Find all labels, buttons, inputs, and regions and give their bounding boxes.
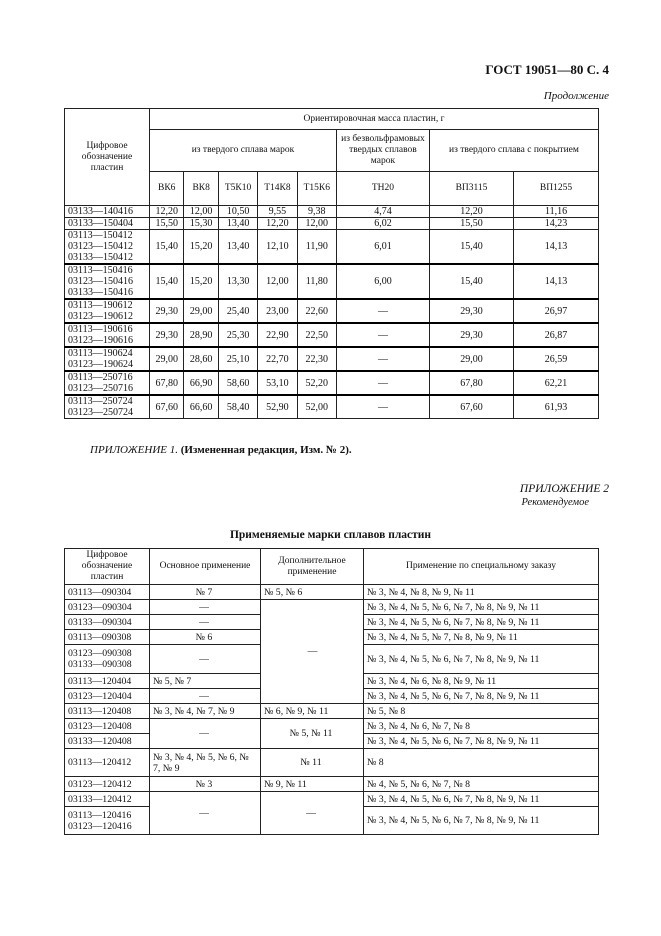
value-cell: 67,60: [150, 395, 184, 419]
code-line: 03133—150416: [68, 287, 133, 298]
code-cell: 03113—090308: [65, 630, 150, 645]
special-cell: № 3, № 4, № 5, № 6, № 7, № 8, № 9, № 11: [364, 689, 599, 704]
value-cell: 22,60: [297, 299, 336, 323]
value-cell: 29,30: [429, 323, 513, 347]
value-cell: 52,20: [297, 371, 336, 395]
value-cell: 29,00: [184, 299, 218, 323]
grade-header: ВП1255: [514, 172, 599, 206]
value-cell: —: [336, 323, 429, 347]
main-cell: —: [150, 645, 261, 674]
table-row: [65, 230, 599, 265]
value-cell: 22,30: [297, 347, 336, 371]
grade-header: ТН20: [336, 172, 429, 206]
value-cell: 53,10: [258, 371, 297, 395]
table-row: [65, 585, 599, 600]
code-line: 03113—150412: [68, 230, 133, 241]
code-cell: 03133—090304: [65, 615, 150, 630]
col-special-header: Применение по специальному заказу: [364, 549, 599, 585]
code-line: 03113—250724: [68, 396, 133, 407]
value-cell: 11,80: [297, 264, 336, 299]
code-cell: [65, 371, 150, 395]
table-row: [65, 792, 599, 807]
special-cell: № 3, № 4, № 5, № 6, № 7, № 8, № 9, № 11: [364, 807, 599, 835]
value-cell: 67,80: [429, 371, 513, 395]
value-cell: 28,60: [184, 347, 218, 371]
code-line: 03113—250716: [68, 372, 133, 383]
value-cell: 12,00: [297, 218, 336, 230]
grade-header: ВК6: [150, 172, 184, 206]
special-cell: № 3, № 4, № 6, № 8, № 9, № 11: [364, 674, 599, 689]
value-cell: 29,30: [429, 299, 513, 323]
value-cell: —: [336, 299, 429, 323]
value-cell: 52,90: [258, 395, 297, 419]
value-cell: 22,90: [258, 323, 297, 347]
appendix2-subtitle: Рекомендуемое: [521, 497, 589, 508]
appendix2-title: ПРИЛОЖЕНИЕ 2: [519, 483, 609, 495]
main-cell: № 3: [150, 777, 261, 792]
table-row: [65, 600, 599, 615]
code-cell: 03113—120408: [65, 704, 150, 719]
extra-cell: —: [261, 600, 364, 704]
value-cell: 11,90: [297, 230, 336, 265]
value-cell: 15,40: [150, 264, 184, 299]
table-row: [65, 347, 599, 371]
coated-header: из твердого сплава с покрытием: [429, 130, 598, 172]
main-cell: —: [150, 689, 261, 704]
code-line: 03123—250724: [68, 407, 133, 418]
value-cell: 29,00: [150, 347, 184, 371]
value-cell: 12,10: [258, 230, 297, 265]
code-line: 03123—250716: [68, 383, 133, 394]
special-cell: № 3, № 4, № 5, № 6, № 7, № 8, № 9, № 11: [364, 645, 599, 674]
value-cell: 52,00: [297, 395, 336, 419]
value-cell: 66,90: [184, 371, 218, 395]
special-cell: № 3, № 4, № 5, № 6, № 7, № 8, № 9, № 11: [364, 600, 599, 615]
value-cell: 15,40: [150, 230, 184, 265]
col-code-header: Цифровое обозначение пластин: [65, 109, 150, 206]
table-row: [65, 749, 599, 777]
value-cell: 13,40: [218, 230, 257, 265]
main-cell: —: [150, 719, 261, 749]
code-cell: 03113—120412: [65, 749, 150, 777]
code-cell: [65, 347, 150, 371]
value-cell: 6,02: [336, 218, 429, 230]
value-cell: 13,40: [218, 218, 257, 230]
extra-cell: № 9, № 11: [261, 777, 364, 792]
value-cell: 14,13: [514, 264, 599, 299]
main-cell: № 6: [150, 630, 261, 645]
appendix1-text: (Измененная редакция, Изм. № 2).: [180, 444, 352, 456]
value-cell: 9,55: [258, 206, 297, 218]
special-cell: № 3, № 4, № 6, № 7, № 8: [364, 719, 599, 734]
alloys-table: [64, 548, 599, 835]
main-cell: № 3, № 4, № 5, № 6, № 7, № 9: [150, 749, 261, 777]
code-cell: [65, 323, 150, 347]
special-cell: № 3, № 4, № 5, № 6, № 7, № 8, № 9, № 11: [364, 734, 599, 749]
code-cell: 03123—120404: [65, 689, 150, 704]
table-row: [65, 299, 599, 323]
value-cell: 11,16: [514, 206, 599, 218]
value-cell: 58,60: [218, 371, 257, 395]
table-row: [65, 323, 599, 347]
tungstenfree-header: из безвольфрамовых твердых сплавов марок: [336, 130, 429, 172]
code-line: 03133—140416: [68, 206, 133, 217]
value-cell: 13,30: [218, 264, 257, 299]
value-cell: —: [336, 347, 429, 371]
special-cell: № 8: [364, 749, 599, 777]
code-cell: 03123—090304: [65, 600, 150, 615]
main-cell: —: [150, 615, 261, 630]
value-cell: 15,20: [184, 230, 218, 265]
mass-group-header: Ориентировочная масса пластин, г: [150, 109, 599, 130]
value-cell: 23,00: [258, 299, 297, 323]
value-cell: 15,40: [429, 264, 513, 299]
code-line: 03133—150404: [68, 218, 133, 229]
code-cell: 03113—120416 03123—120416: [65, 807, 150, 835]
value-cell: 61,93: [514, 395, 599, 419]
special-cell: № 3, № 4, № 5, № 7, № 8, № 9, № 11: [364, 630, 599, 645]
table-row: [65, 777, 599, 792]
value-cell: 14,13: [514, 230, 599, 265]
table-row: [65, 371, 599, 395]
table-row: [65, 206, 599, 218]
special-cell: № 3, № 4, № 8, № 9, № 11: [364, 585, 599, 600]
code-cell: [65, 206, 150, 218]
mass-table: [64, 108, 599, 419]
code-line: 03123—150412: [68, 241, 133, 252]
value-cell: 15,40: [429, 230, 513, 265]
value-cell: 12,00: [184, 206, 218, 218]
code-line: 03133—150412: [68, 252, 133, 263]
code-cell: [65, 395, 150, 419]
code-cell: [65, 230, 150, 265]
code-line: 03113—190612: [68, 300, 133, 311]
grade-header: Т15К6: [297, 172, 336, 206]
code-line: 03123—190624: [68, 359, 133, 370]
value-cell: 12,20: [429, 206, 513, 218]
value-cell: 6,01: [336, 230, 429, 265]
code-cell: [65, 264, 150, 299]
code-line: 03123—150416: [68, 276, 133, 287]
value-cell: 58,40: [218, 395, 257, 419]
table-row: [65, 395, 599, 419]
value-cell: 29,30: [150, 299, 184, 323]
table-row: [65, 719, 599, 734]
value-cell: 22,50: [297, 323, 336, 347]
value-cell: 9,38: [297, 206, 336, 218]
value-cell: 15,20: [184, 264, 218, 299]
table-row: [65, 704, 599, 719]
value-cell: 10,50: [218, 206, 257, 218]
value-cell: 26,59: [514, 347, 599, 371]
table-row: [65, 218, 599, 230]
table-row: [65, 264, 599, 299]
code-line: 03123—190616: [68, 335, 133, 346]
value-cell: 15,30: [184, 218, 218, 230]
special-cell: № 3, № 4, № 5, № 6, № 7, № 8, № 9, № 11: [364, 615, 599, 630]
value-cell: 29,00: [429, 347, 513, 371]
value-cell: 28,90: [184, 323, 218, 347]
col-code-header: Цифровое обозначение пластин: [65, 549, 150, 585]
code-line: 03113—190616: [68, 324, 133, 335]
value-cell: —: [336, 371, 429, 395]
value-cell: 15,50: [150, 218, 184, 230]
value-cell: 67,80: [150, 371, 184, 395]
extra-cell: № 5, № 6: [261, 585, 364, 600]
value-cell: 25,30: [218, 323, 257, 347]
col-extra-header: Дополнительное применение: [261, 549, 364, 585]
hard-alloy-header: из твердого сплава марок: [150, 130, 337, 172]
value-cell: 66,60: [184, 395, 218, 419]
code-cell: [65, 218, 150, 230]
grade-header: Т5К10: [218, 172, 257, 206]
special-cell: № 5, № 8: [364, 704, 599, 719]
main-cell: —: [150, 792, 261, 835]
code-cell: 03133—120412: [65, 792, 150, 807]
extra-cell: —: [261, 792, 364, 835]
value-cell: 62,21: [514, 371, 599, 395]
code-cell: 03113—090304: [65, 585, 150, 600]
code-line: 03113—150416: [68, 265, 133, 276]
value-cell: 25,40: [218, 299, 257, 323]
grade-header: Т14К8: [258, 172, 297, 206]
special-cell: № 3, № 4, № 5, № 6, № 7, № 8, № 9, № 11: [364, 792, 599, 807]
extra-cell: № 5, № 11: [261, 719, 364, 749]
main-cell: № 7: [150, 585, 261, 600]
value-cell: 29,30: [150, 323, 184, 347]
main-cell: № 3, № 4, № 7, № 9: [150, 704, 261, 719]
code-line: 03113—190624: [68, 348, 133, 359]
appendix1-label: ПРИЛОЖЕНИЕ 1.: [90, 444, 178, 456]
value-cell: —: [336, 395, 429, 419]
code-cell: 03123—090308 03133—090308: [65, 645, 150, 674]
main-cell: № 5, № 7: [150, 674, 261, 689]
value-cell: 26,87: [514, 323, 599, 347]
continuation-label: Продолжение: [543, 90, 609, 102]
value-cell: 12,20: [258, 218, 297, 230]
value-cell: 4,74: [336, 206, 429, 218]
value-cell: 26,97: [514, 299, 599, 323]
code-cell: 03133—120408: [65, 734, 150, 749]
code-cell: 03123—120412: [65, 777, 150, 792]
value-cell: 6,00: [336, 264, 429, 299]
value-cell: 22,70: [258, 347, 297, 371]
alloys-table-title: Применяемые марки сплавов пластин: [229, 529, 432, 541]
main-cell: —: [150, 600, 261, 615]
value-cell: 12,00: [258, 264, 297, 299]
page-header-standard: ГОСТ 19051—80 С. 4: [485, 62, 609, 77]
grade-header: ВК8: [184, 172, 218, 206]
special-cell: № 4, № 5, № 6, № 7, № 8: [364, 777, 599, 792]
col-main-header: Основное применение: [150, 549, 261, 585]
extra-cell: № 6, № 9, № 11: [261, 704, 364, 719]
code-cell: [65, 299, 150, 323]
grade-header: ВП3115: [429, 172, 513, 206]
value-cell: 67,60: [429, 395, 513, 419]
code-line: 03123—190612: [68, 311, 133, 322]
value-cell: 12,20: [150, 206, 184, 218]
value-cell: 25,10: [218, 347, 257, 371]
appendix1-note: [90, 444, 352, 456]
value-cell: 14,23: [514, 218, 599, 230]
extra-cell: № 11: [261, 749, 364, 777]
code-cell: 03113—120404: [65, 674, 150, 689]
value-cell: 15,50: [429, 218, 513, 230]
code-cell: 03123—120408: [65, 719, 150, 734]
